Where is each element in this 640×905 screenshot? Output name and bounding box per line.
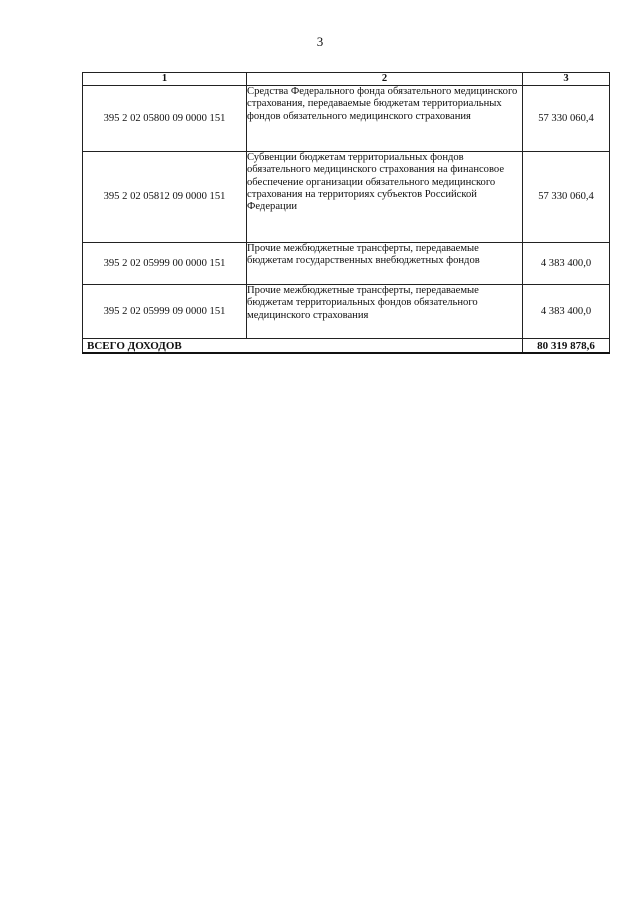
table-row — [83, 152, 610, 243]
column-header-3: 3 — [523, 73, 610, 86]
column-header-1: 1 — [83, 73, 247, 86]
total-row — [83, 339, 610, 354]
table-row — [83, 243, 610, 285]
total-amount: 80 319 878,6 — [523, 339, 610, 354]
amount-cell: 4 383 400,0 — [523, 285, 610, 339]
budget-code-cell: 395 2 02 05999 00 0000 151 — [83, 243, 247, 285]
column-header-2: 2 — [247, 73, 523, 86]
amount-cell: 57 330 060,4 — [523, 152, 610, 243]
description-cell: Прочие межбюджетные трансферты, передаваемые бюджетам территориальных фондов обязательного медицинского страхования — [247, 285, 523, 339]
budget-code-cell: 395 2 02 05999 09 0000 151 — [83, 285, 247, 339]
table-header-row — [83, 73, 610, 86]
description-cell: Прочие межбюджетные трансферты, передаваемые бюджетам государственных внебюджетных фондов — [247, 243, 523, 285]
amount-cell: 4 383 400,0 — [523, 243, 610, 285]
description-cell: Средства Федерального фонда обязательного медицинского страхования, передаваемые бюджетам территориальных фондов обязательного медицинского страхования — [247, 86, 523, 152]
description-cell: Субвенции бюджетам территориальных фондов обязательного медицинского страхования на финансовое обеспечение организации обязательного медицинского страхования на территориях субъектов Российской Федерации — [247, 152, 523, 243]
amount-cell: 57 330 060,4 — [523, 86, 610, 152]
table-row — [83, 86, 610, 152]
budget-code-cell: 395 2 02 05812 09 0000 151 — [83, 152, 247, 243]
total-label: ВСЕГО ДОХОДОВ — [83, 339, 523, 354]
page-number: 3 — [316, 34, 324, 49]
budget-code-cell: 395 2 02 05800 09 0000 151 — [83, 86, 247, 152]
table-row — [83, 285, 610, 339]
revenue-table — [82, 72, 610, 354]
